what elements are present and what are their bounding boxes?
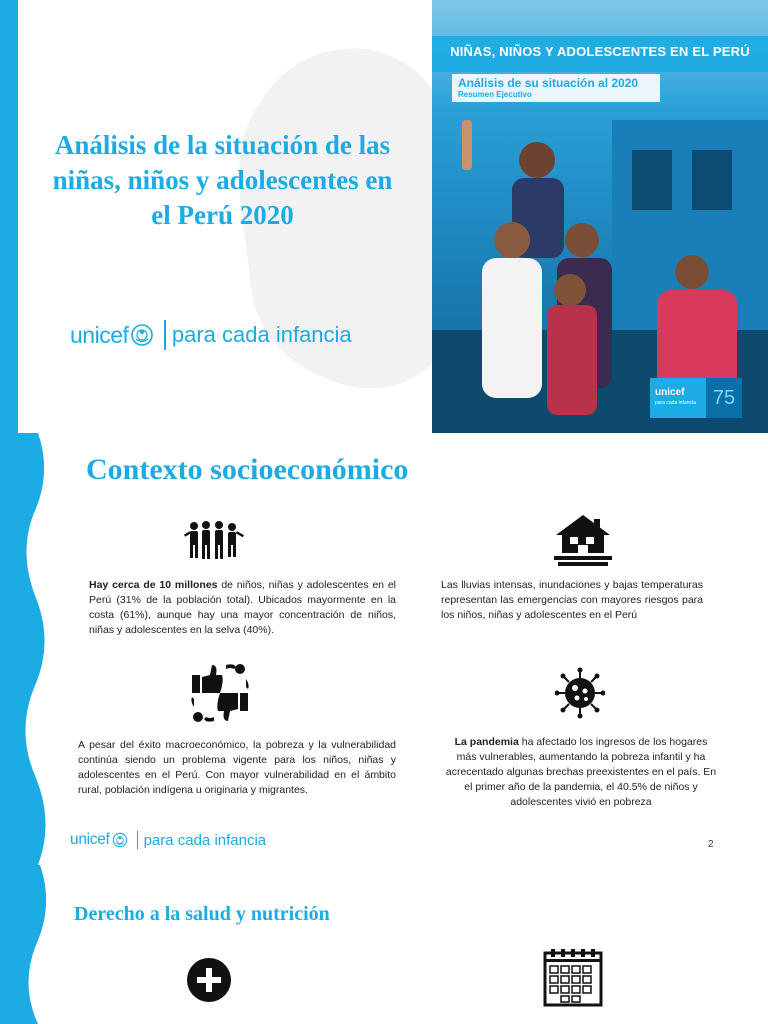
- left-accent-stripe: [0, 0, 18, 433]
- report-cover-image: [432, 0, 768, 433]
- cover-logo-name: unicef: [655, 387, 685, 398]
- context-paragraph-emergencies: [441, 578, 703, 623]
- page-number: 2: [708, 839, 714, 850]
- slide-title: [0, 0, 768, 433]
- cover-logo-unicef: [650, 378, 706, 418]
- cover-subtitle: Análisis de su situación al 2020: [458, 76, 639, 90]
- unicef-wordmark: unicef: [70, 831, 110, 848]
- context-text-population: de niños, niñas y adolescentes en el Perú (31% de la población total). Ubicados mayormente en la costa (61%), aunque hay una mayor concentración de niños, niñas y adolescentes en la selva (40%).: [89, 579, 396, 636]
- cover-subtitle-box: [452, 74, 660, 102]
- context-paragraph-poverty: [78, 738, 396, 798]
- cover-logo-tagline: para cada infancia: [655, 400, 696, 406]
- context-bold-pandemic: La pandemia: [454, 736, 519, 748]
- brand-separator: [164, 320, 166, 350]
- slide1-title: Análisis de la situación de las niñas, niños y adolescentes en el Perú 2020: [52, 130, 393, 230]
- context-text-emergencies: Las lluvias intensas, inundaciones y bajas temperaturas representan las emergencias con mayores riesgos para los niños, niñas y adolescentes en el Perú: [441, 579, 703, 621]
- brand-separator: [137, 831, 138, 849]
- unicef-wordmark: unicef: [70, 321, 129, 348]
- unicef-brand: [70, 320, 352, 350]
- slide3-title: Derecho a la salud y nutrición: [74, 903, 330, 925]
- people-group-icon: [184, 519, 244, 561]
- context-bold-population: Hay cerca de 10 millones: [89, 579, 218, 591]
- unicef-emblem-icon: [112, 832, 128, 848]
- cover-logo: [650, 378, 742, 418]
- left-wave-decoration: [0, 433, 60, 865]
- left-wave-decoration: [0, 865, 60, 1024]
- unicef-tagline: para cada infancia: [171, 322, 352, 347]
- slide-contexto: [0, 433, 768, 865]
- slide2-title: Contexto socioeconómico: [86, 453, 409, 486]
- calendar-icon: [543, 947, 603, 1007]
- context-text-poverty: A pesar del éxito macroeconómico, la pobreza y la vulnerabilidad continúa siendo un problema vigente para los niños, niñas y adolescentes en el Perú. Con mayor vulnerabilidad en el ámbito rural, población indígena u originaria y migrantes.: [78, 739, 396, 796]
- context-paragraph-pandemic: [444, 735, 718, 810]
- cover-subtitle-small: Resumen Ejecutivo: [458, 90, 532, 99]
- virus-icon: [555, 667, 605, 719]
- slide-salud: [0, 865, 768, 1024]
- thumbs-up-down-icon: [188, 661, 252, 725]
- context-text-pandemic: ha afectado los ingresos de los hogares más vulnerables, aumentando la pobreza infantil y ha acrecentado algunas brechas preexistentes en el país. En el primer año de la pandemia, el 40.5% de niños y adolescentes vivió en pobreza: [445, 736, 717, 808]
- cover-anniversary-badge: 75: [706, 378, 742, 418]
- unicef-brand-footer: [70, 831, 266, 849]
- unicef-tagline: para cada infancia: [143, 831, 267, 849]
- unicef-emblem-icon: [130, 323, 154, 347]
- flooded-house-icon: [554, 513, 612, 567]
- health-cross-icon: [186, 957, 232, 1003]
- context-paragraph-population: [89, 578, 396, 638]
- cover-title: NIÑAS, NIÑOS Y ADOLESCENTES EN EL PERÚ: [450, 44, 750, 59]
